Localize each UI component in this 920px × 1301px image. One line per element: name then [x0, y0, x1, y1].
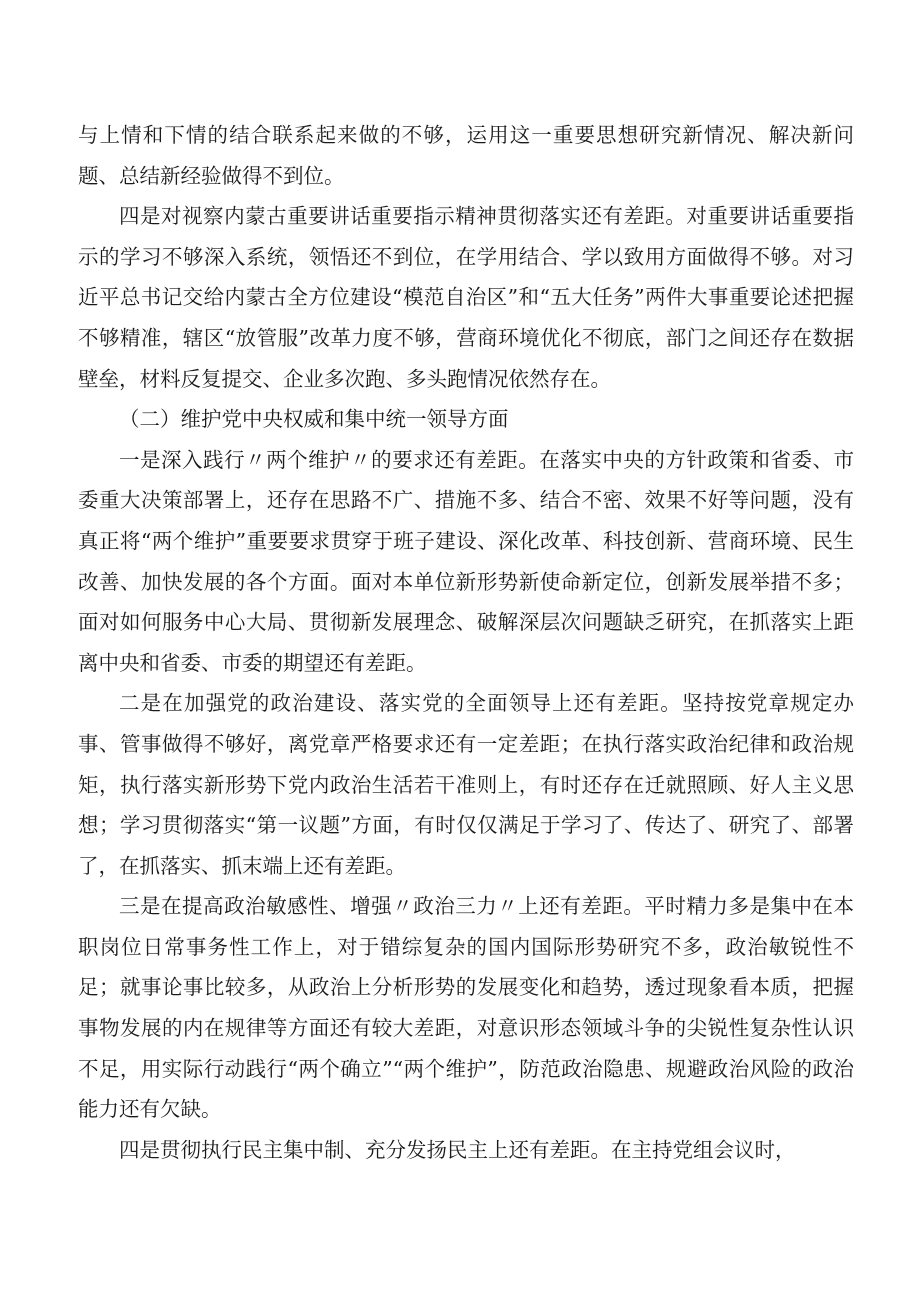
section-heading: （二）维护党中央权威和集中统一领导方面	[119, 407, 509, 432]
paragraph-inner-mongolia-instructions: 四是对视察内蒙古重要讲话重要指示精神贯彻落实还有差距。对重要讲话重要指示的学习不够深入系统，领悟还不到位，在学用结合、学以致用方面做得不够。对习近平总书记交给内蒙古全方位建设“模范自治区”和“五大任务”两件大事重要论述把握不够精准，辖区“放管服”改革力度不够，营商环境优化不彻底，部门之间还存在数据壁垒，材料反复提交、企业多次跑、多头跑情况依然存在。	[78, 204, 854, 391]
paragraph-political-construction: 二是在加强党的政治建设、落实党的全面领导上还有差距。坚持按党章规定办事、管事做得不够好，离党章严格要求还有一定差距；在执行落实政治纪律和政治规矩，执行落实新形势下党内政治生活若干准则上，有时还存在迁就照顾、好人主义思想；学习贯彻落实“第一议题”方面，有时仅仅满足于学习了、传达了、研究了、部署了，在抓落实、抓末端上还有差距。	[78, 691, 854, 878]
paragraph-democratic-centralism: 四是贯彻执行民主集中制、充分发扬民主上还有差距。在主持党组会议时，	[119, 1137, 796, 1162]
document-body	[78, 115, 854, 1170]
paragraph-two-safeguards: 一是深入践行〃两个维护〃的要求还有差距。在落实中央的方针政策和省委、市委重大决策部署上，还存在思路不广、措施不多、结合不密、效果不好等问题，没有真正将“两个维护”重要要求贯穿于班子建设、深化改革、科技创新、营商环境、民生改善、加快发展的各个方面。面对本单位新形势新使命新定位，创新发展举措不多；面对如何服务中心大局、贯彻新发展理念、破解深层次问题缺乏研究，在抓落实上距离中央和省委、市委的期望还有差距。	[78, 447, 854, 675]
paragraph-continuation: 与上情和下情的结合联系起来做的不够，运用这一重要思想研究新情况、解决新问题、总结新经验做得不到位。	[78, 123, 854, 188]
paragraph-political-sensitivity: 三是在提高政治敏感性、增强〃政治三力〃上还有差距。平时精力多是集中在本职岗位日常事务性工作上，对于错综复杂的国内国际形势研究不多，政治敏锐性不足；就事论事比较多，从政治上分析形势的发展变化和趋势，透过现象看本质，把握事物发展的内在规律等方面还有较大差距，对意识形态领域斗争的尖锐性复杂性认识不足，用实际行动践行“两个确立”“两个维护”，防范政治隐患、规避政治风险的政治能力还有欠缺。	[78, 894, 854, 1122]
